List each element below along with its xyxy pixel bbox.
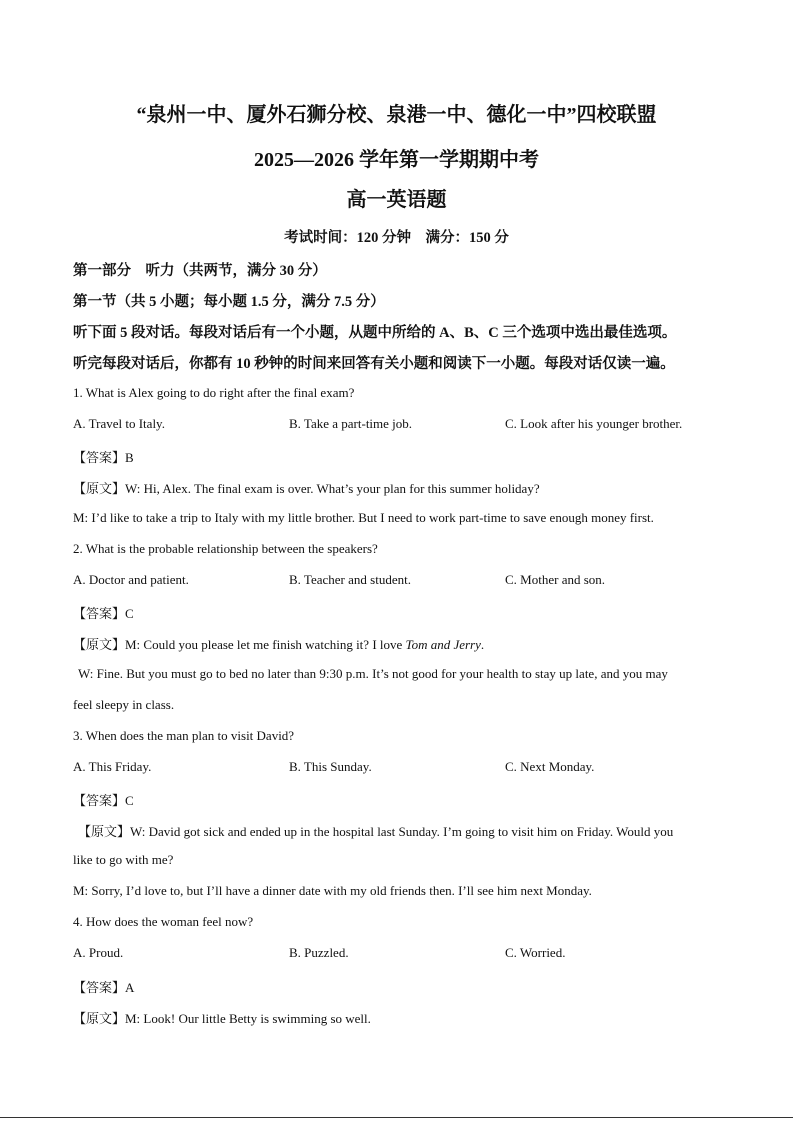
term-title: 2025—2026 学年第一学期期中考: [254, 149, 539, 171]
q4-option-c: C. Worried.: [505, 945, 566, 960]
question-4: 4. How does the woman feel now?: [73, 914, 254, 929]
q3-script-line-1: 【原文】W: David got sick and ended up in the hospital last Sunday. I’m going to visit him on Friday. Would you: [78, 824, 674, 839]
page-bottom-rule: [0, 1117, 793, 1118]
q3-option-b: B. This Sunday.: [289, 759, 372, 774]
q2-option-b: B. Teacher and student.: [289, 572, 411, 587]
question-2: 2. What is the probable relationship between the speakers?: [73, 541, 378, 556]
q2-script-line-1-end: .: [480, 637, 485, 652]
instruction-line-2: 听完每段对话后，你都有 10 秒钟的时间来回答有关小题和阅读下一小题。每段对话仅读一遍。: [73, 356, 675, 372]
q2-option-a: A. Doctor and patient.: [73, 572, 189, 587]
q2-script-line-1-text: 【原文】M: Could you please let me finish watching it? I love: [73, 637, 406, 652]
exam-info: 考试时间：120 分钟 满分：150 分: [284, 230, 509, 246]
q4-option-a: A. Proud.: [73, 945, 124, 960]
q1-script-line-2: M: I’d like to take a trip to Italy with my little brother. But I need to work part-time to save enough money first.: [73, 510, 654, 525]
q3-option-a: A. This Friday.: [73, 759, 152, 774]
q3-script-line-3: M: Sorry, I’d love to, but I’ll have a dinner date with my old friends then. I’ll see him next Monday.: [73, 883, 592, 898]
q2-script-line-3: feel sleepy in class.: [73, 697, 175, 712]
q1-answer: 【答案】B: [73, 450, 134, 465]
question-1: 1. What is Alex going to do right after the final exam?: [73, 385, 355, 400]
q2-script-title-italic: Tom and Jerry: [405, 637, 481, 652]
q3-answer: 【答案】C: [73, 793, 134, 808]
part1-heading: 第一部分 听力（共两节，满分 30 分）: [73, 263, 327, 279]
q4-option-b: B. Puzzled.: [289, 945, 349, 960]
q4-answer: 【答案】A: [73, 980, 135, 995]
q1-script-line-1: 【原文】W: Hi, Alex. The final exam is over. What’s your plan for this summer holiday?: [73, 481, 540, 496]
q2-option-c: C. Mother and son.: [505, 572, 606, 587]
q1-option-c: C. Look after his younger brother.: [505, 416, 683, 431]
q3-option-c: C. Next Monday.: [505, 759, 595, 774]
q2-script-line-2: W: Fine. But you must go to bed no later than 9:30 p.m. It’s not good for your health to stay up late, and you may: [78, 666, 668, 681]
q4-script-line-1: 【原文】M: Look! Our little Betty is swimming so well.: [73, 1011, 371, 1026]
subject-title: 高一英语题: [346, 189, 447, 211]
section1-heading: 第一节（共 5 小题；每小题 1.5 分，满分 7.5 分）: [73, 294, 385, 310]
q2-script-line-1: [73, 634, 484, 653]
instruction-line-1: 听下面 5 段对话。每段对话后有一个小题，从题中所给的 A、B、C 三个选项中选出最佳选项。: [73, 325, 677, 341]
question-3: 3. When does the man plan to visit David?: [73, 728, 295, 743]
school-alliance-title: “泉州一中、厦外石狮分校、泉港一中、德化一中”四校联盟: [136, 104, 657, 126]
q2-answer: 【答案】C: [73, 606, 134, 621]
q1-option-a: A. Travel to Italy.: [73, 416, 165, 431]
q1-option-b: B. Take a part-time job.: [289, 416, 413, 431]
q3-script-line-2: like to go with me?: [73, 852, 174, 867]
